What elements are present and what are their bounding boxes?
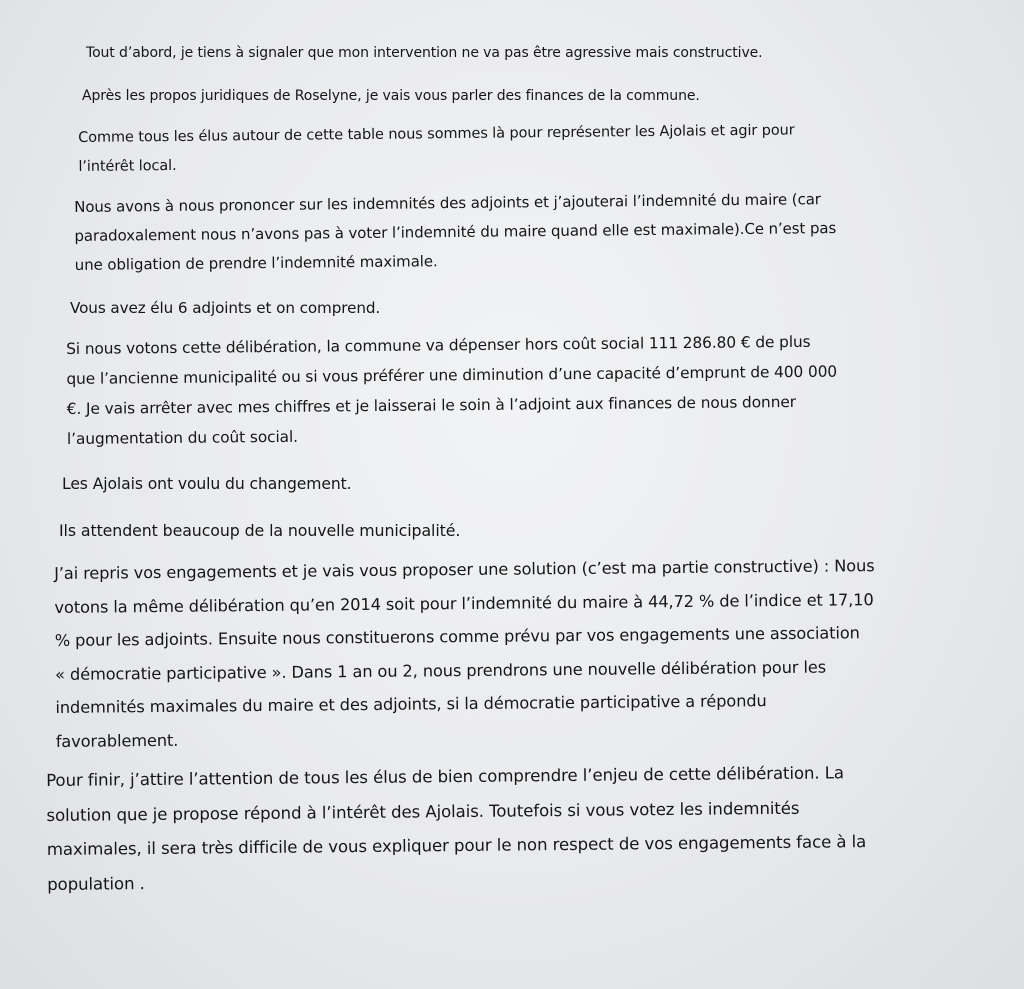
text-line: l’augmentation du coût social. (66, 427, 299, 448)
paragraph-solution (54, 549, 876, 758)
paragraph-adjoints (70, 294, 380, 322)
text-line: Nous avons à nous prononcer sur les indemnités des adjoints et j’ajouterai l’indemnité du maire (car (74, 190, 821, 216)
text-line: Tout d’abord, je tiens à signaler que mon intervention ne va pas être agressive mais constructive. (86, 45, 763, 61)
text-line: maximales, il sera très difficile de vous expliquer pour le non respect de vos engagements face à la (46, 832, 867, 859)
text-line: J’ai repris vos engagements et je vais vous proposer une solution (c’est ma partie constructive) : Nous (54, 556, 875, 583)
paragraph-elus (78, 116, 795, 181)
paragraph-changement (62, 470, 352, 498)
paragraph-indemnites (74, 185, 837, 280)
text-line: indemnités maximales du maire et des adjoints, si la démocratie participative a répondu (55, 691, 767, 717)
text-line: que l’ancienne municipalité ou si vous préférer une diminution d’une capacité d’emprunt de 400 000 (66, 362, 838, 388)
text-line: paradoxalement nous n’avons pas à voter l’indemnité du maire quand elle est maximale).Ce n’est pas (74, 219, 837, 245)
paragraph-conclusion (46, 756, 867, 902)
text-line: €. Je vais arrêter avec mes chiffres et je laisserai le soin à l’adjoint aux finances de nous donner (66, 392, 796, 418)
text-line: Les Ajolais ont voulu du changement. (62, 475, 352, 493)
text-line: population . (47, 873, 145, 894)
text-line: l’intérêt local. (78, 157, 177, 175)
text-line: solution que je propose répond à l’intérêt des Ajolais. Toutefois si vous votez les indemnités (46, 798, 800, 825)
paragraph-attentes (59, 517, 460, 545)
text-line: Comme tous les élus autour de cette table nous sommes là pour représenter les Ajolais et agir pour (78, 122, 795, 146)
paragraph-intro (86, 40, 763, 66)
text-line: Pour finir, j’attire l’attention de tous les élus de bien comprendre l’enjeu de cette délibération. La (46, 763, 845, 790)
text-line: % pour les adjoints. Ensuite nous constituerons comme prévu par vos engagements une association (54, 623, 860, 650)
text-line: une obligation de prendre l’indemnité maximale. (74, 252, 438, 274)
text-line: votons la même délibération qu’en 2014 soit pour l’indemnité du maire à 44,72 % de l’indice et 17,10 (54, 589, 874, 617)
paragraph-finances (82, 83, 700, 109)
text-line: « démocratie participative ». Dans 1 an ou 2, nous prendrons une nouvelle délibération pour les (55, 657, 827, 684)
text-line: favorablement. (55, 730, 179, 751)
text-line: Vous avez élu 6 adjoints et on comprend. (70, 299, 381, 317)
text-line: Ils attendent beaucoup de la nouvelle municipalité. (59, 521, 461, 540)
text-line: Si nous votons cette délibération, la commune va dépenser hors coût social 111 286.80 € de plus (66, 332, 811, 358)
text-line: Après les propos juridiques de Roselyne, je vais vous parler des finances de la commune. (82, 88, 700, 104)
paragraph-deliberation-cost (66, 327, 838, 454)
